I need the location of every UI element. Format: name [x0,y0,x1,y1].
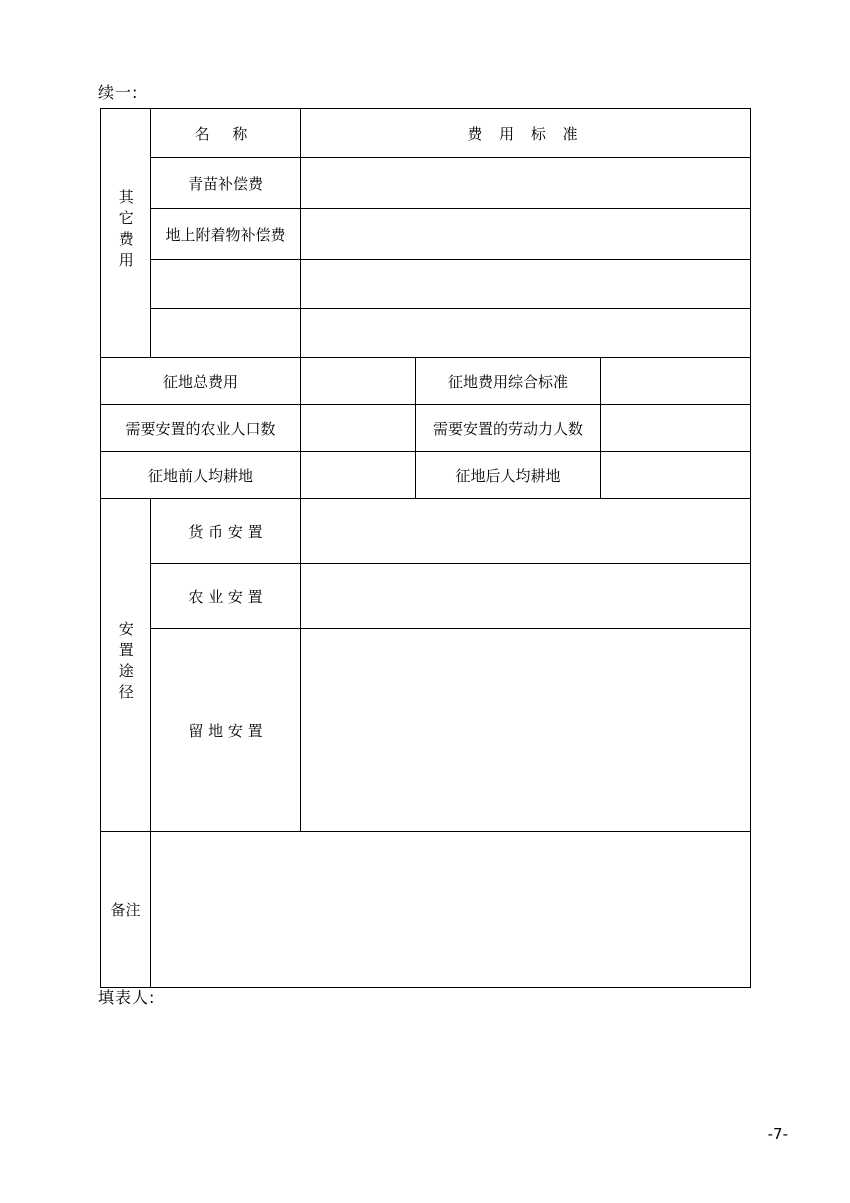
placement-item-value-0[interactable] [301,499,751,564]
summary-right-value-0[interactable] [601,358,751,405]
summary-right-value-2[interactable] [601,452,751,499]
summary-left-value-2[interactable] [301,452,416,499]
summary-left-label-text-2: 征地前人均耕地 [147,466,253,485]
other-fees-row-header [101,109,151,358]
fee-item-value-3[interactable] [301,309,751,358]
placement-item-name-2 [151,629,301,832]
fee-item-label-1: 地上附着物补偿费 [165,225,286,244]
fee-item-value-1[interactable] [301,209,751,260]
table-row [101,564,751,629]
placement-row-header [101,499,151,832]
remarks-label-text: 备注 [110,901,141,919]
summary-left-label-0 [101,358,301,405]
table-row [101,358,751,405]
fee-item-name-2[interactable] [151,260,301,309]
standard-column-header [301,109,751,158]
summary-right-value-1[interactable] [601,405,751,452]
fee-item-name-1 [151,209,301,260]
placement-item-value-1[interactable] [301,564,751,629]
summary-left-label-text-1: 需要安置的农业人口数 [125,419,276,438]
table-row [101,499,751,564]
summary-left-label-2 [101,452,301,499]
placement-item-name-0 [151,499,301,564]
fee-item-value-0[interactable] [301,158,751,209]
table-row [101,405,751,452]
fee-item-label-0: 青苗补偿费 [187,174,263,193]
placement-item-value-2[interactable] [301,629,751,832]
filler-label: 填表人: [98,988,156,1007]
summary-right-label-2 [416,452,601,499]
table-row [101,260,751,309]
continuation-label: 续一: [98,83,139,102]
summary-left-value-0[interactable] [301,358,416,405]
standard-column-header-label: 费 用 标 准 [467,124,584,143]
table-row [101,209,751,260]
land-acquisition-form-table [100,108,751,988]
name-column-header [151,109,301,158]
page-number: -7- [767,1125,788,1143]
placement-item-label-1: 农 业 安 置 [188,587,263,606]
summary-right-label-text-1: 需要安置的劳动力人数 [432,419,583,438]
table-row [101,452,751,499]
table-row [101,109,751,158]
placement-item-label-2: 留 地 安 置 [188,721,263,740]
remarks-label [101,832,151,988]
summary-right-label-1 [416,405,601,452]
placement-row-header-label: 安置途径 [116,621,135,705]
summary-right-label-text-0: 征地费用综合标准 [447,372,568,391]
summary-right-label-0 [416,358,601,405]
name-column-header-label: 名 称 [194,124,257,143]
remarks-value[interactable] [151,832,751,988]
summary-left-label-1 [101,405,301,452]
placement-item-label-0: 货 币 安 置 [188,522,263,541]
fee-item-name-3[interactable] [151,309,301,358]
other-fees-row-header-label: 其它费用 [116,189,135,273]
placement-item-name-1 [151,564,301,629]
fee-item-value-2[interactable] [301,260,751,309]
summary-left-value-1[interactable] [301,405,416,452]
table-row [101,158,751,209]
summary-left-label-text-0: 征地总费用 [162,372,238,391]
table-row [101,309,751,358]
table-row [101,629,751,832]
table-row [101,832,751,988]
summary-right-label-text-2: 征地后人均耕地 [455,466,561,485]
fee-item-name-0 [151,158,301,209]
